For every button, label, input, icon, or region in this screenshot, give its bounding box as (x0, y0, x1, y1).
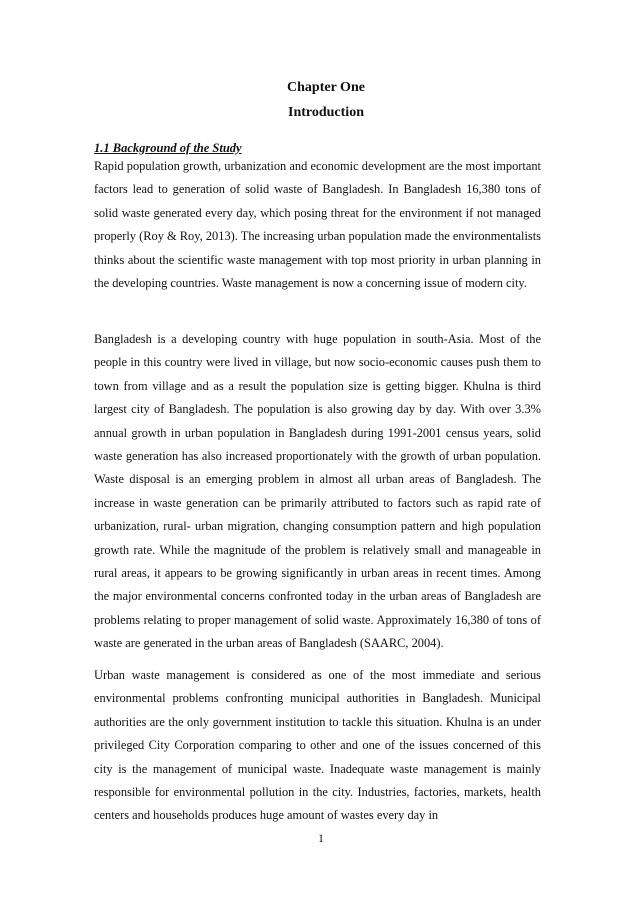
paragraph-background-3: Urban waste management is considered as one of the most immediate and serious environmental problems confronting municipal authorities in Bangladesh. Municipal authorities are the only government institution to tackle this situation. Khulna is an under privileged City Corporation comparing to other and one of the issues concerned of this city is the management of municipal waste. Inadequate waste management is mainly responsible for environmental pollution in the city. Industries, factories, markets, health centers and households produces huge amount of wastes every day in (94, 668, 541, 823)
page-number: 1 (318, 831, 324, 845)
chapter-title: Chapter One (287, 80, 365, 95)
paragraph-background-2: Bangladesh is a developing country with huge population in south-Asia. Most of the people in this country were lived in village, but now socio-economic causes push them to town from village and as a result the population size is getting bigger. Khulna is third largest city of Bangladesh. The population is also growing day by day. With over 3.3% annual growth in urban population in Bangladesh during 1991-2001 census years, solid waste generation has also increased proportionately with the growth of urban population. Waste disposal is an emerging problem in almost all urban areas of Bangladesh. The increase in waste generation can be primarily attributed to factors such as rapid rate of urbanization, rural- urban migration, changing consumption pattern and high population growth rate. While the magnitude of the problem is relatively small and manageable in rural areas, it appears to be growing significantly in urban areas in recent times. Among the major environmental concerns confronted today in the urban areas of Bangladesh are problems relating to proper management of solid waste. Approximately 16,380 of tons of waste are generated in the urban areas of Bangladesh (SAARC, 2004). (94, 332, 541, 651)
chapter-subtitle: Introduction (288, 105, 364, 120)
paragraph-background-1: Rapid population growth, urbanization and economic development are the most important factors lead to generation of solid waste of Bangladesh. In Bangladesh 16,380 tons of solid waste generated every day, which posing threat for the environment if not managed properly (Roy & Roy, 2013). The increasing urban population made the environmentalists thinks about the scientific waste management with top most priority in urban planning in the developing countries. Waste management is now a concerning issue of modern city. (94, 159, 541, 291)
section-heading: 1.1 Background of the Study (94, 141, 242, 155)
